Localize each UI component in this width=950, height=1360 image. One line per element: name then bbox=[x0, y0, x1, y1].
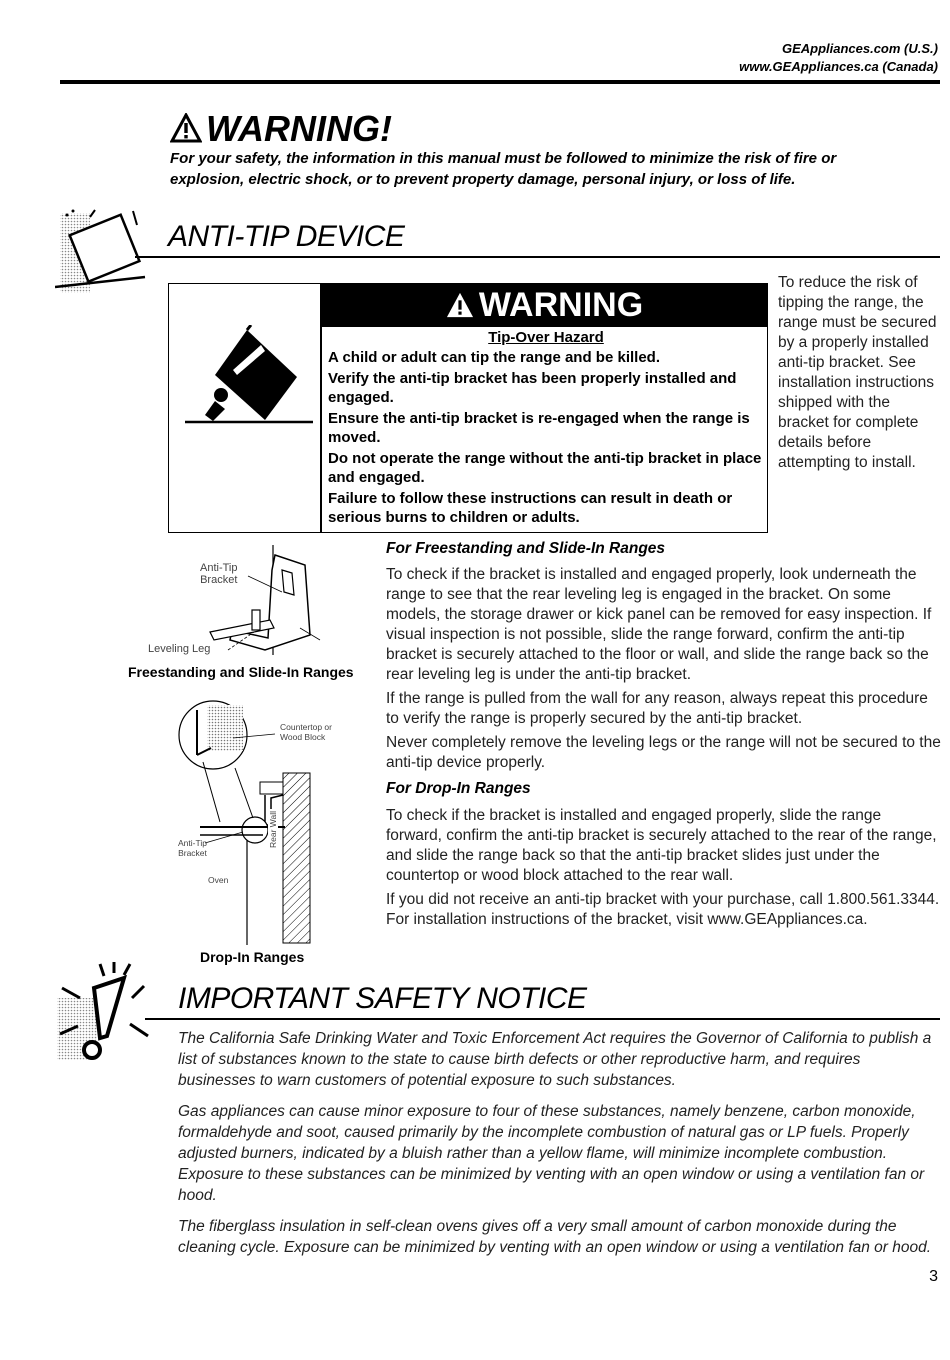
fig2-bracket-label: Anti-Tip Bracket bbox=[178, 838, 207, 858]
range-tip-icon bbox=[55, 205, 150, 295]
header-link-canada[interactable]: www.GEAppliances.ca (Canada) bbox=[739, 59, 938, 74]
anti-tip-side-text: To reduce the risk of tipping the range, the range must be secured by a properly installed anti-tip bracket. See installation instructions shipped with the bracket for complete details before attempting to install. bbox=[778, 274, 937, 471]
safety-notice-rule bbox=[145, 1018, 940, 1020]
freestanding-body bbox=[386, 565, 941, 777]
exclamation-alert-icon bbox=[52, 958, 167, 1063]
freestanding-p3: Never completely remove the leveling legs or the range will not be secured to the anti-tip device properly. bbox=[386, 734, 941, 771]
warning-banner-text: WARNING bbox=[478, 286, 644, 324]
anti-tip-rule bbox=[135, 256, 940, 258]
warning-title bbox=[170, 108, 392, 150]
fig2-countertop-label: Countertop or Wood Block bbox=[280, 722, 332, 742]
fig2-oven-label: Oven bbox=[208, 875, 229, 885]
warning-line: Failure to follow these instructions can result in death or serious burns to children or adults. bbox=[328, 490, 733, 526]
safety-notice-title: IMPORTANT SAFETY NOTICE bbox=[178, 982, 587, 1015]
header-link-us[interactable]: GEAppliances.com (U.S.) bbox=[781, 41, 938, 56]
tipping-range-icon bbox=[185, 325, 315, 435]
warning-line: A child or adult can tip the range and be killed. bbox=[328, 349, 660, 366]
page-number: 3 bbox=[929, 1268, 938, 1285]
anti-tip-section-title: ANTI-TIP DEVICE bbox=[168, 220, 405, 253]
warning-banner-icon bbox=[445, 291, 475, 319]
fig1-leveling-leg-label: Leveling Leg bbox=[148, 643, 211, 655]
dropin-p2: If you did not receive an anti-tip bracket with your purchase, call 1.800.561.3344. For installation instructions of the bracket, visit www.GEAppliances.ca. bbox=[386, 891, 940, 928]
header-rule bbox=[60, 80, 940, 84]
freestanding-heading: For Freestanding and Slide-In Ranges bbox=[386, 540, 666, 557]
dropin-body bbox=[386, 806, 941, 934]
fig2-rear-wall-label: Rear Wall bbox=[268, 811, 278, 848]
warning-line: Verify the anti-tip bracket has been properly installed and engaged. bbox=[328, 370, 737, 406]
safety-notice-body bbox=[178, 1028, 938, 1268]
safety-notice-p2: Gas appliances can cause minor exposure to four of these substances, namely benzene, carbon monoxide, formaldehyde and soot, caused primarily by the incomplete combustion of natural gas or LP fuels. Properly adjusted burners, indicated by a bluish rather than a yellow flame, will minimize incomplete combustion. Exposure to these substances can be minimized by venting with an open window or using a ventilation fan or hood. bbox=[178, 1103, 925, 1204]
warning-triangle-icon bbox=[170, 113, 202, 143]
safety-notice-p3: The fiberglass insulation in self-clean ovens gives off a very small amount of carbon monoxide during the cleaning cycle. Exposure can be minimized by venting with an open window or using a ventilation fan or hood. bbox=[178, 1218, 932, 1256]
warning-banner bbox=[320, 283, 768, 327]
freestanding-p2: If the range is pulled from the wall for any reason, always repeat this procedure to verify the range is properly secured by the anti-tip bracket. bbox=[386, 690, 928, 727]
warning-line: Ensure the anti-tip bracket is re-engaged when the range is moved. bbox=[328, 410, 750, 446]
warning-line: Do not operate the range without the anti-tip bracket in place and engaged. bbox=[328, 450, 762, 486]
freestanding-p1: To check if the bracket is installed and engaged properly, look underneath the range to see that the rear leveling leg is engaged in the bracket. On some models, the storage drawer or kick panel can be removed for easy inspection. If visual inspection is not possible, slide the range forward, confirm the anti-tip bracket is securely attached to the floor or wall, and slide the range back so the rear leveling leg is under the anti-tip bracket. bbox=[386, 566, 932, 683]
dropin-p1: To check if the bracket is installed and engaged properly, slide the range forward, confirm the anti-tip bracket is securely attached to the rear of the range, and slide the range back so that the anti-tip bracket slides just under the countertop or wood block attached to the rear wall. bbox=[386, 807, 937, 884]
fig1-caption: Freestanding and Slide-In Ranges bbox=[128, 664, 354, 680]
dropin-heading: For Drop-In Ranges bbox=[386, 780, 531, 797]
hazard-heading: Tip-Over Hazard bbox=[488, 329, 604, 346]
warning-intro: For your safety, the information in this manual must be followed to minimize the risk of fire or explosion, electric shock, or to prevent property damage, personal injury, or loss of life. bbox=[170, 150, 837, 188]
fig1-bracket-label: Anti-Tip Bracket bbox=[200, 562, 238, 586]
fig2-caption: Drop-In Ranges bbox=[200, 949, 305, 965]
warning-box-text bbox=[328, 328, 764, 529]
safety-notice-p1: The California Safe Drinking Water and Toxic Enforcement Act requires the Governor of California to publish a list of substances known to the state to cause birth defects or other reproductive harm, and requires businesses to warn customers of potential exposure to such substances. bbox=[178, 1030, 932, 1089]
warning-title-text: WARNING! bbox=[206, 108, 392, 149]
